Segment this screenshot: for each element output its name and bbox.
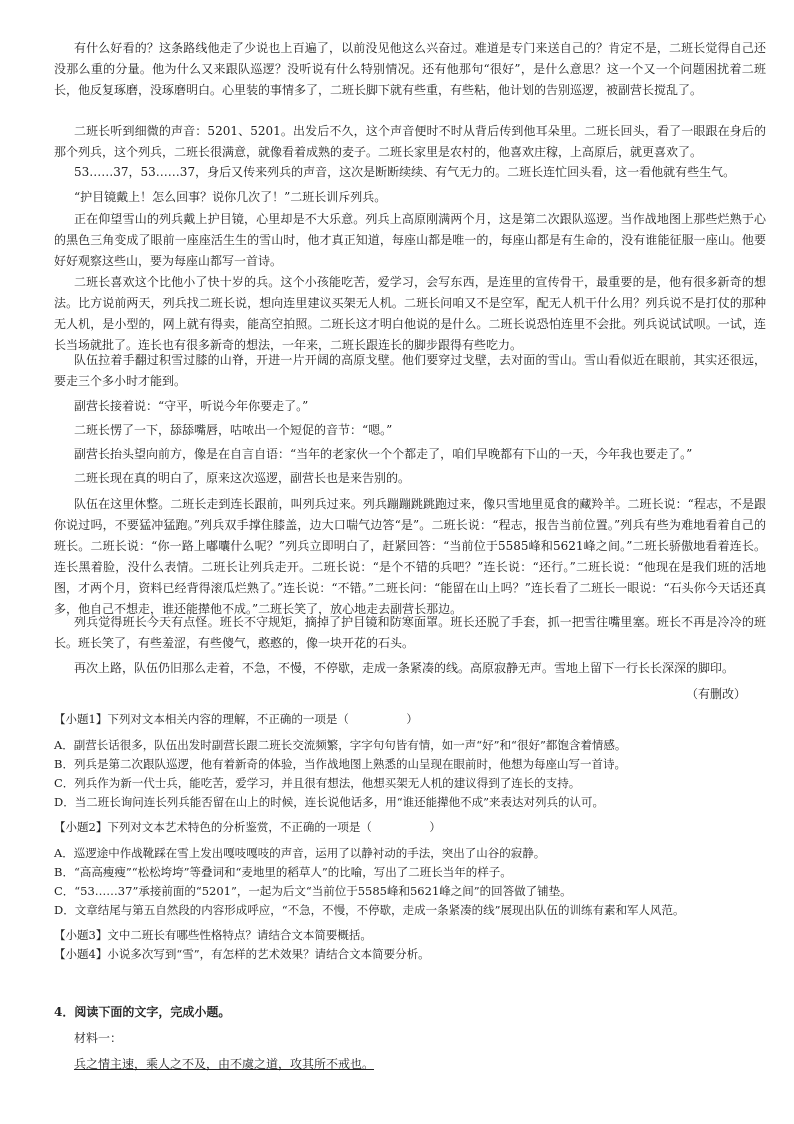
question-2-option-b: B．“高高瘦瘦”“松松垮垮”等叠词和“麦地里的稻草人”的比喻，写出了二班长当年的样子。 <box>54 865 512 879</box>
passage-paragraph-12: 队伍在这里休整。二班长走到连长跟前，叫列兵过来。列兵蹦蹦跳跳跑过来，像只雪地里觅食的藏羚羊。二班长说：“程志，不是跟你说过吗，不要猛冲猛跑。”列兵双手撑住膝盖，边大口喘气边答“是”。二班长说：“程志，报告当前位置。”列兵有些为难地看着自己的班长。二班长说：“你一路上嘟囔什么呢？”列兵立即明白了，赶紧回答：“当前位于5585峰和5621峰之间。”二班长骄傲地看着连长。连长黑着脸，没什么表情。二班长让列兵走开。二班长说：“是个不错的兵吧？”连长说：“还行。”二班长说：“他现在是我们班的活地图，才两个月，资料已经背得滚瓜烂熟了。”连长说：“不错。”二班长问：“能留在山上吗？”连长看了二班长一眼说：“石头你今天话还真多，他自己不想走，谁还能撵他不成。”二班长笑了，放心地走去副营长那边。 <box>54 497 766 616</box>
passage-paragraph-6: 二班长喜欢这个比他小了快十岁的兵。这个小孩能吃苦，爱学习，会写东西，是连里的宣传骨干，最重要的是，他有很多新奇的想法。比方说前两天，列兵找二班长说，想向连里建议买架无人机。二班长问咱又不是空军，配无人机干什么用？列兵说不是打仗的那种无人机，是小型的，网上就有得卖，能高空拍照。二班长这才明白他说的是什么。二班长说恐怕连里不会批。列兵说试试呗。一试，连长当场就批了。连长也有很多新奇的想法，一年来，二班长跟连长的脚步跟得有些吃力。 <box>54 275 766 352</box>
question-1-option-d: D．当二班长询问连长列兵能否留在山上的时候，连长说他话多，用“谁还能撵他不成”来表达对列兵的认可。 <box>54 795 604 809</box>
question-2-option-d: D．文章结尾与第五自然段的内容形成呼应，“不急，不慢，不停歇，走成一条紧凑的线”展现出队伍的训练有素和军人风范。 <box>54 903 685 917</box>
source-note: （有删改） <box>685 687 746 701</box>
passage-paragraph-5: 正在仰望雪山的列兵戴上护目镜，心里却是不大乐意。列兵上高原刚满两个月，这是第二次跟队巡逻。当作战地图上那些烂熟于心的黑色三角变成了眼前一座座活生生的雪山时，他才真正知道，每座山都是唯一的，每座山都是有生命的，没有谁能征服一座山。他要好好观察这些山，要为每座山都写一首诗。 <box>54 212 766 268</box>
passage-paragraph-13: 列兵觉得班长今天有点怪。班长不守规矩，摘掉了护目镜和防寒面罩。班长还脱了手套，抓一把雪往嘴里塞。班长不再是冷冷的班长。班长笑了，有些羞涩，有些傻气，憨憨的，像一块开花的石头。 <box>54 615 766 650</box>
question-3: 【小题3】文中二班长有哪些性格特点？请结合文本简要概括。 <box>54 928 372 942</box>
material-1-text: 兵之情主速，乘人之不及，由不虞之道，攻其所不戒也。 <box>74 1057 375 1071</box>
question-1-option-b: B．列兵是第二次跟队巡逻，他有着新奇的体验，当作战地图上熟悉的山呈现在眼前时，他想为每座山写一首诗。 <box>54 757 626 771</box>
material-1-label: 材料一： <box>74 1031 123 1045</box>
passage-paragraph-1: 有什么好看的？这条路线他走了少说也上百遍了，以前没见他这么兴奋过。难道是专门来送自己的？肯定不是，二班长觉得自己还没那么重的分量。他为什么又来跟队巡逻？没听说有什么特别情况。还有他那句“很好”，是什么意思？这一个又一个问题困扰着二班长，他反复琢磨，没琢磨明白。心里装的事情多了，二班长脚下就有些重，有些粘，他计划的告别巡逻，被副营长搅乱了。 <box>54 41 766 97</box>
passage-paragraph-11: 二班长现在真的明白了，原来这次巡逻，副营长也是来告别的。 <box>74 471 411 485</box>
passage-paragraph-4: “护目镜戴上！怎么回事？说你几次了！”二班长训斥列兵。 <box>74 190 387 204</box>
question-4: 【小题4】小说多次写到“雪”，有怎样的艺术效果？请结合文本简要分析。 <box>54 947 430 961</box>
question-2-option-a: A．巡逻途中作战靴踩在雪上发出嘎吱嘎吱的声音，运用了以静衬动的手法，突出了山谷的寂静。 <box>54 846 546 860</box>
passage-paragraph-7: 队伍拉着手翻过积雪过膝的山脊，开进一片开阔的高原戈壁。他们要穿过戈壁，去对面的雪山。雪山看似近在眼前，其实还很远，要走三个多小时才能到。 <box>54 353 766 388</box>
question-2-option-c: C．“53……37”承接前面的“5201”，一起为后文“当前位于5585峰和5621峰之间”的回答做了铺垫。 <box>54 884 572 898</box>
question-1-option-c: C．列兵作为新一代士兵，能吃苦，爱学习，并且很有想法，他想买架无人机的建议得到了连长的支持。 <box>54 776 581 790</box>
passage-paragraph-14: 再次上路，队伍仍旧那么走着，不急，不慢，不停歇，走成一条紧凑的线。高原寂静无声。雪地上留下一行长长深深的脚印。 <box>74 661 735 675</box>
section-4-heading: 4．阅读下面的文字，完成小题。 <box>54 1005 231 1019</box>
question-2-stem: 【小题2】下列对文本艺术特色的分析鉴赏，不正确的一项是（ ） <box>54 820 441 834</box>
passage-paragraph-3: 53……37，53……37，身后又传来列兵的声音，这次是断断续续、有气无力的。二班长连忙回头看，这一看他就有些生气。 <box>74 165 736 179</box>
question-1-stem: 【小题1】下列对文本相关内容的理解，不正确的一项是（ ） <box>54 712 418 726</box>
passage-paragraph-9: 二班长愣了一下，舔舔嘴唇，咕哝出一个短促的音节：“嗯。” <box>74 423 393 437</box>
passage-paragraph-8: 副营长接着说：“守平，听说今年你要走了。” <box>74 399 309 413</box>
question-1-option-a: A．副营长话很多，队伍出发时副营长跟二班长交流频繁，字字句句皆有情，如一声“好”和“很好”都饱含着情感。 <box>54 738 627 752</box>
passage-paragraph-10: 副营长抬头望向前方，像是在自言自语：“当年的老家伙一个个都走了，咱们早晚都有下山的一天，今年我也要走了。” <box>74 447 693 461</box>
passage-paragraph-2: 二班长听到细微的声音：5201、5201。出发后不久，这个声音便时不时从背后传到他耳朵里。二班长回头，看了一眼跟在身后的那个列兵，这个列兵，二班长很满意，就像看着成熟的麦子。二班长家里是农村的，他喜欢庄稼，上高原后，就更喜欢了。 <box>54 124 766 159</box>
